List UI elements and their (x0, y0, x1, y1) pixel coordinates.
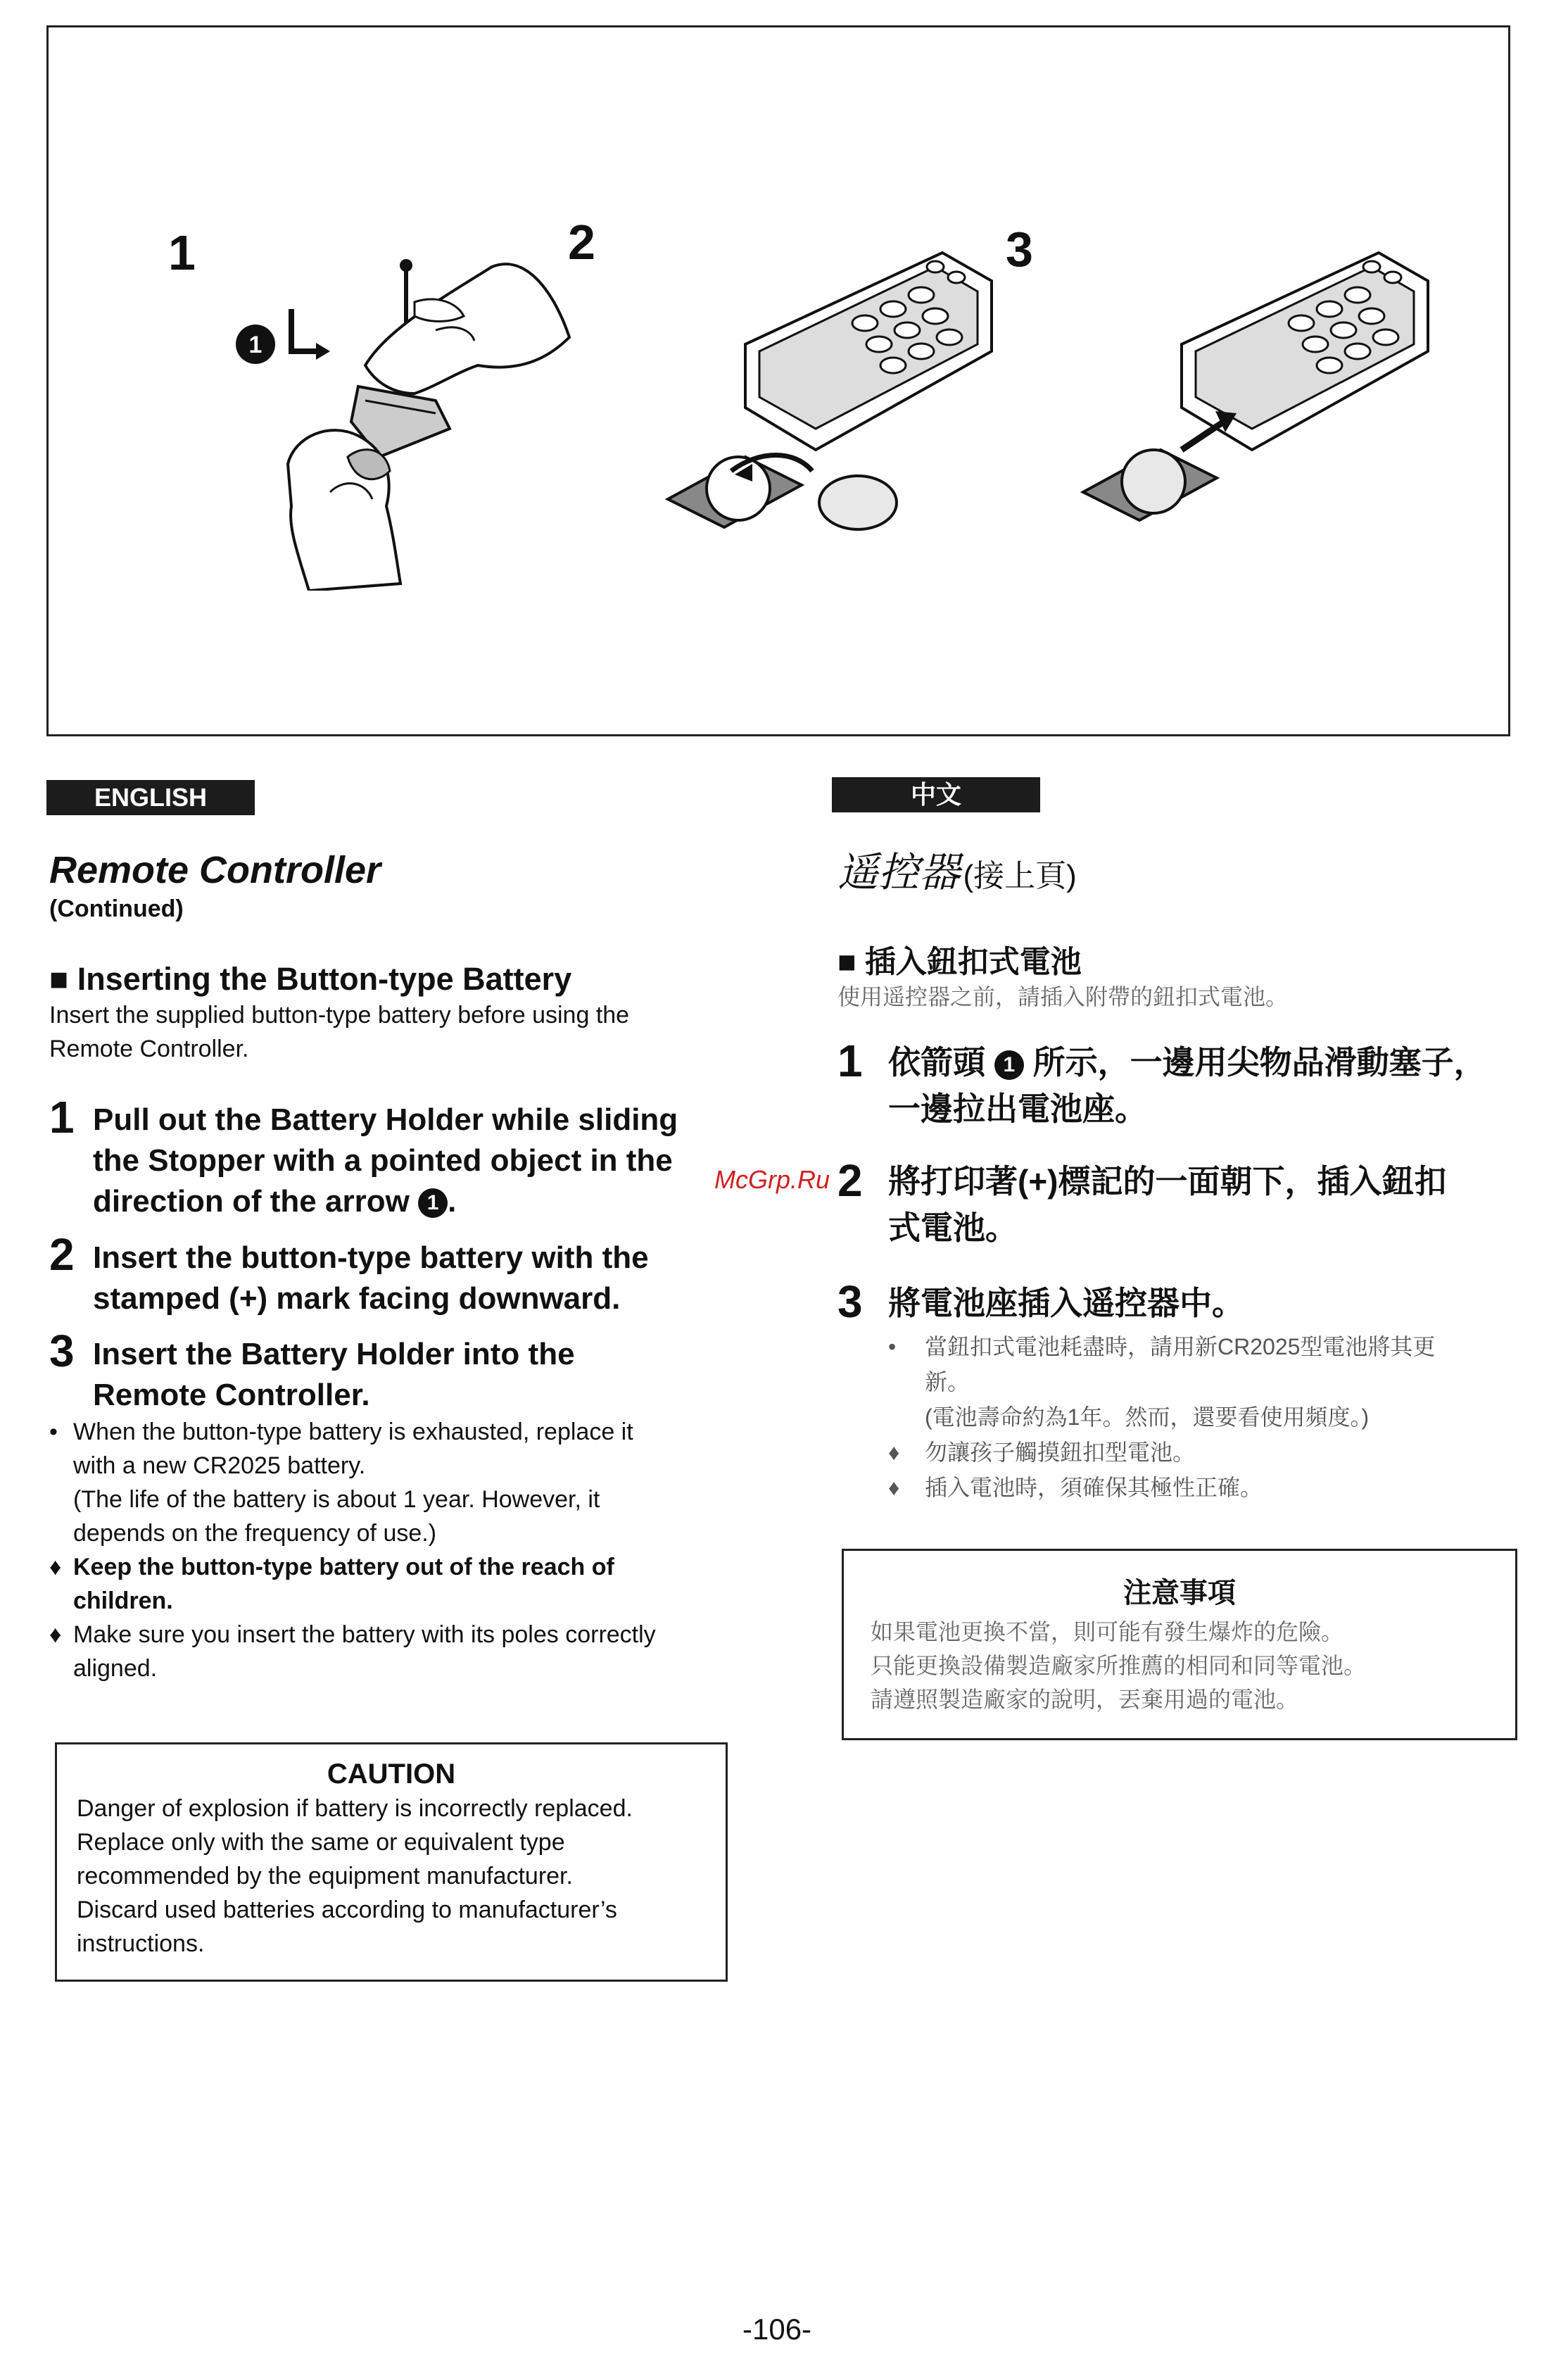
step1-hands-illustration (225, 225, 590, 591)
note-line: When the button-type battery is exhausted, replace it (73, 1419, 633, 1445)
english-section-heading: ■ Inserting the Button-type Battery (49, 961, 572, 997)
step2-remote-illustration (640, 239, 1006, 534)
english-step-1-text: Pull out the Battery Holder while sliding the Stopper with a pointed object in the direction of the arrow 1 . (93, 1100, 740, 1222)
english-step-line: Insert the Battery Holder into the (93, 1337, 575, 1371)
english-step-3-number: 3 (49, 1326, 75, 1376)
chinese-step-line: 式電池。 (888, 1209, 1018, 1246)
diamond-bullet-icon: ♦ (888, 1475, 900, 1500)
english-step-line: direction of the arrow (93, 1184, 410, 1219)
english-step-2-text (93, 1238, 740, 1319)
english-intro-line: Remote Controller. (49, 1036, 249, 1062)
chinese-continued-label: (接上頁) (963, 859, 1077, 893)
english-step-3-text (93, 1334, 740, 1416)
figure-step-3-label: 3 (1006, 222, 1033, 277)
english-step-line: stamped (+) mark facing downward. (93, 1281, 621, 1316)
caution-line: 如果電池更換不當，則可能有發生爆炸的危險。 (871, 1619, 1344, 1644)
bullet-icon: • (888, 1334, 897, 1359)
list-item (888, 1470, 1522, 1505)
chinese-step-2-number: 2 (837, 1155, 863, 1206)
chinese-step-line: 將電池座插入遥控器中。 (888, 1285, 1244, 1321)
english-continued-label: (Continued) (49, 895, 184, 922)
english-intro (49, 998, 629, 1066)
note-line: (電池壽命約為1年。然而，還要看使用頻度。) (925, 1404, 1370, 1430)
diamond-bullet-icon: ♦ (49, 1621, 62, 1648)
english-caution-title: CAUTION (327, 1759, 456, 1790)
note-line: Keep the button-type battery out of the reach of (73, 1554, 614, 1580)
note-line: with a new CR2025 battery. (73, 1452, 366, 1479)
english-step-1-number: 1 (49, 1092, 75, 1143)
watermark-text: McGrp.Ru (714, 1165, 830, 1194)
caution-line: 請遵照製造廠家的說明，丟棄用過的電池。 (871, 1687, 1299, 1712)
diamond-bullet-icon: ♦ (888, 1440, 900, 1465)
note-line: children. (73, 1587, 173, 1614)
english-notes-list (49, 1415, 746, 1685)
list-item (49, 1618, 746, 1685)
chinese-language-tag: 中文 (832, 777, 1040, 812)
arrow-marker-icon: 1 (994, 1050, 1024, 1080)
diamond-bullet-icon: ♦ (49, 1554, 62, 1580)
list-item (49, 1415, 746, 1550)
caution-line: instructions. (77, 1930, 205, 1957)
caution-line: 只能更換設備製造廠家所推薦的相同和同等電池。 (871, 1653, 1367, 1678)
note-line: aligned. (73, 1655, 158, 1682)
english-caution-box (55, 1742, 728, 1982)
note-line: (The life of the battery is about 1 year. However, it (73, 1486, 600, 1513)
caution-line: Danger of explosion if battery is incorrectly replaced. (77, 1795, 633, 1822)
chinese-section-heading-text: 插入鈕扣式電池 (864, 945, 1082, 979)
chinese-step-1-text (888, 1039, 1522, 1132)
figure-step-2-label: 2 (568, 215, 595, 270)
note-line: 插入電池時，須確保其極性正確。 (925, 1475, 1263, 1500)
illustration-panel (46, 25, 1510, 736)
chinese-intro: 使用遥控器之前，請插入附帶的鈕扣式電池。 (837, 984, 1289, 1010)
bullet-icon: • (49, 1419, 58, 1445)
chinese-step-2-text (888, 1158, 1522, 1251)
chinese-section-heading: ■ 插入鈕扣式電池 (837, 945, 1082, 979)
chinese-step-line: 所示，一邊用尖物品滑動塞子， (1032, 1044, 1486, 1081)
english-section-heading-text: Inserting the Button-type Battery (77, 961, 572, 997)
english-step-line: the Stopper with a pointed object in the (93, 1143, 673, 1178)
chinese-caution-box (842, 1549, 1517, 1740)
step3-remote-illustration (1076, 239, 1442, 534)
english-step-line: Insert the button-type battery with the (93, 1240, 649, 1275)
list-item (49, 1550, 746, 1618)
page-number: -106- (742, 2313, 812, 2346)
english-caution-text (77, 1792, 726, 1961)
english-page-title: Remote Controller (49, 849, 381, 891)
caution-line: Replace only with the same or equivalent type (77, 1829, 565, 1856)
chinese-step-line: 一邊拉出電池座。 (888, 1090, 1147, 1127)
chinese-notes-list (888, 1329, 1522, 1505)
chinese-page-title: 遥控器 (837, 850, 961, 895)
chinese-caution-title: 注意事項 (1123, 1578, 1236, 1609)
chinese-step-line: 將打印著(+)標記的一面朝下，插入鈕扣 (888, 1163, 1447, 1200)
caution-line: Discard used batteries according to manufacturer’s (77, 1897, 617, 1923)
english-step-line: Pull out the Battery Holder while sliding (93, 1102, 678, 1137)
english-step-line: Remote Controller. (93, 1378, 370, 1412)
list-item (888, 1329, 1522, 1435)
arrow-marker-icon: 1 (418, 1188, 448, 1218)
chinese-caution-text (871, 1615, 1515, 1716)
chinese-step-line: 依箭頭 (888, 1044, 985, 1081)
english-step-2-number: 2 (49, 1229, 75, 1280)
chinese-step-3-text (888, 1280, 1522, 1326)
note-line: Make sure you insert the battery with its poles correctly (73, 1621, 656, 1648)
chinese-step-1-number: 1 (837, 1036, 863, 1086)
note-line: 當鈕扣式電池耗盡時，請用新CR2025型電池將其更 (925, 1334, 1436, 1359)
chinese-step-3-number: 3 (837, 1276, 863, 1327)
list-item (888, 1435, 1522, 1470)
note-line: 勿讓孩子觸摸鈕扣型電池。 (925, 1440, 1196, 1465)
caution-line: recommended by the equipment manufacturer. (77, 1863, 573, 1889)
english-language-tag: ENGLISH (46, 780, 255, 815)
note-line: 新。 (925, 1369, 970, 1395)
note-line: depends on the frequency of use.) (73, 1520, 437, 1547)
chinese-page-title-row (837, 839, 1077, 898)
figure-step-1-label: 1 (168, 225, 196, 280)
figure-arrow-marker: 1 (248, 332, 263, 358)
english-intro-line: Insert the supplied button-type battery before using the (49, 1002, 630, 1029)
